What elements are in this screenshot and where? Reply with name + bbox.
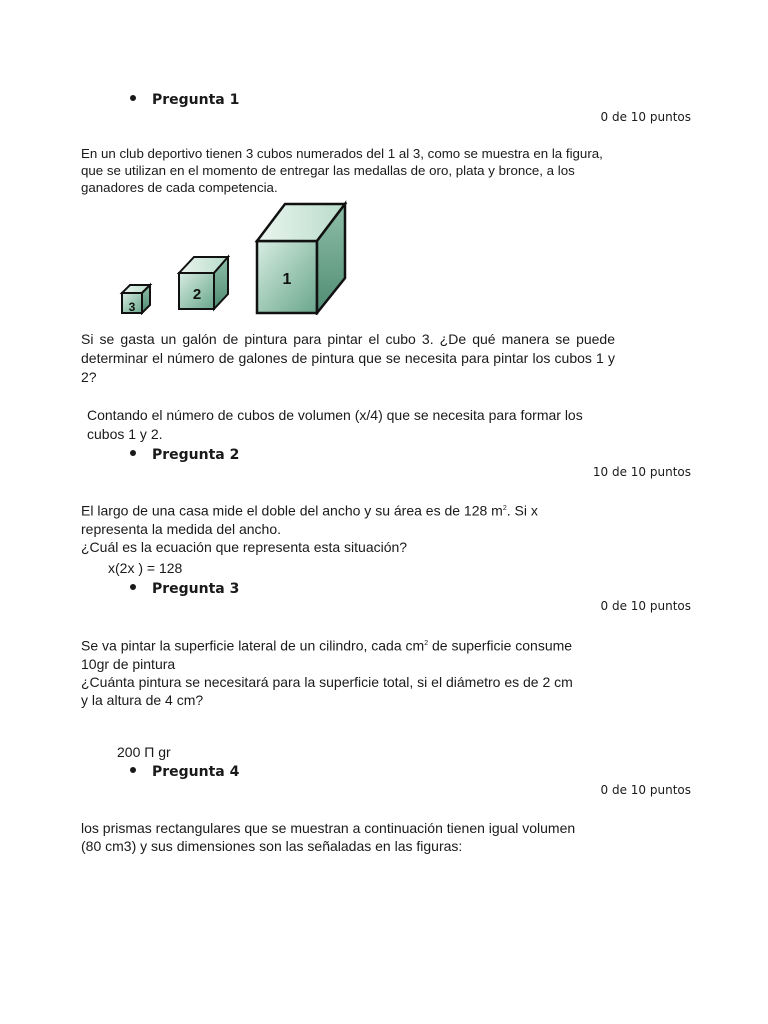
question-4-label: Pregunta 4 [152, 764, 240, 780]
bullet-icon [130, 767, 136, 773]
statement-text: Se va pintar la superficie lateral de un cilindro, cada cm [81, 637, 425, 654]
bullet-icon [130, 584, 136, 590]
cube-1-label: 1 [282, 271, 292, 288]
statement-text: de superficie consume [428, 637, 573, 654]
statement-text: El largo de una casa mide el doble del ancho y su área es de 128 m [81, 502, 503, 519]
statement-text: los prismas rectangulares que se muestran a continuación tienen igual volumen [81, 820, 576, 836]
statement-text: representa la medida del ancho. [81, 520, 282, 537]
superscript: 2 [502, 505, 507, 512]
question-2-statement [81, 500, 621, 556]
statement-text: 10gr de pintura [81, 655, 176, 672]
question-3-answer: 200 Π gr [117, 744, 171, 760]
question-1-heading [130, 92, 239, 108]
question-2-heading [130, 447, 239, 463]
cube-3-label: 3 [128, 300, 136, 314]
statement-text: y la altura de 4 cm? [81, 691, 204, 708]
question-4-score: 0 de 10 puntos [600, 783, 691, 797]
cube-3 [122, 285, 150, 314]
question-2-label: Pregunta 2 [152, 447, 240, 463]
question-4-statement [81, 819, 631, 855]
question-1-answer: Contando el número de cubos de volumen (x/4) que se necesita para formar los cubos 1 y 2. [87, 407, 583, 442]
question-1-statement: En un club deportivo tienen 3 cubos numerados del 1 al 3, como se muestra en la figura, que se utilizan en el momento de entregar las medallas de oro, plata y bronce, a los ganadores de cada competencia. [81, 146, 603, 195]
bullet-icon [130, 450, 136, 456]
question-3-heading [130, 581, 239, 597]
statement-text: . Si x [506, 502, 538, 519]
bullet-icon [130, 95, 136, 101]
question-2-answer: x(2x ) = 128 [108, 560, 183, 576]
question-3-statement [81, 635, 631, 709]
statement-text: ¿Cuál es la ecuación que representa esta situación? [81, 538, 408, 555]
cubes-figure [116, 200, 352, 315]
question-2-score: 10 de 10 puntos [592, 465, 691, 479]
question-1-label: Pregunta 1 [152, 92, 240, 108]
question-3-score: 0 de 10 puntos [600, 599, 691, 613]
statement-text: (80 cm3) y sus dimensiones son las señaladas en las figuras: [81, 838, 463, 854]
cube-2-label: 2 [192, 286, 202, 303]
statement-text: ¿Cuánta pintura se necesitará para la superficie total, si el diámetro es de 2 cm [81, 673, 573, 690]
question-4-heading [130, 764, 239, 780]
question-1-prompt: Si se gasta un galón de pintura para pintar el cubo 3. ¿De qué manera se puede determinar el número de galones de pintura que se necesita para pintar los cubos 1 y 2? [81, 331, 615, 385]
question-3-label: Pregunta 3 [152, 581, 240, 597]
question-1-score: 0 de 10 puntos [600, 110, 691, 124]
cube-1 [257, 204, 345, 313]
superscript: 2 [424, 640, 429, 647]
cube-2 [179, 257, 228, 309]
